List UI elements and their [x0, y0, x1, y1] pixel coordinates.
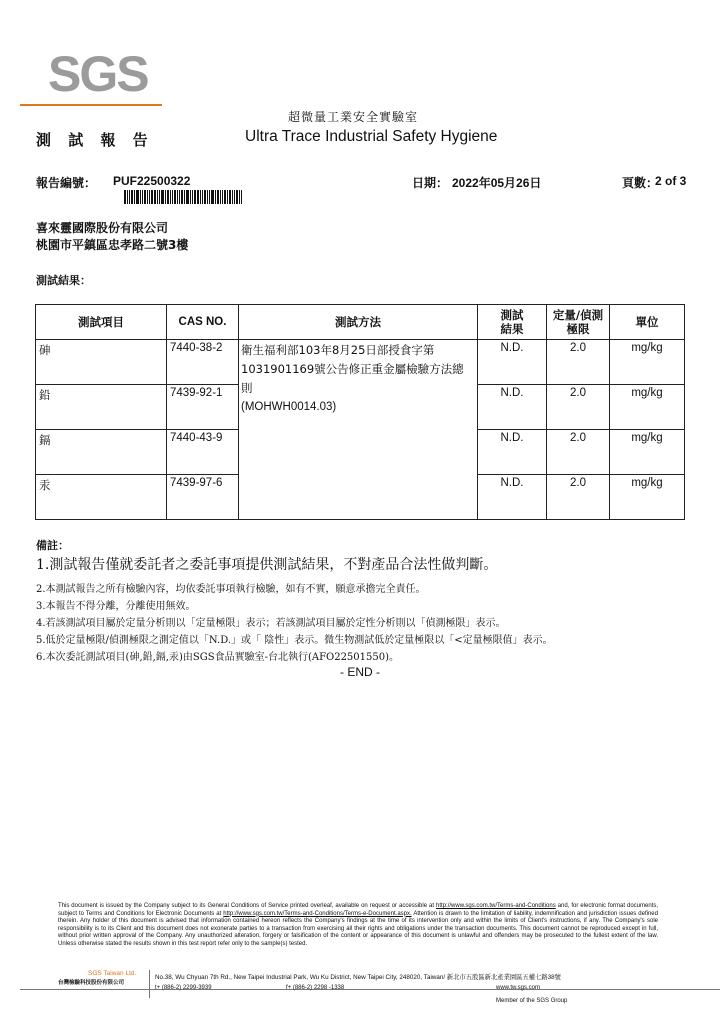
header-limit-line1: 定量/偵測 — [552, 308, 604, 322]
barcode-bar — [236, 190, 238, 204]
footer-address: No.38, Wu Chyuan 7th Rd., New Taipei Industrial Park, Wu Ku District, New Taipei City, 248020, Taiwan/ 新北市五股區新北產業園區五權七路38號 — [155, 974, 561, 981]
footer-fax: f+ (886-2) 2298 -1338 — [286, 985, 345, 991]
cell-result: N.D. — [478, 430, 547, 475]
barcode-bar — [167, 190, 169, 204]
barcode-bar — [224, 190, 226, 204]
header-limit — [547, 305, 610, 340]
lab-name-english: Ultra Trace Industrial Safety Hygiene — [245, 128, 498, 145]
cell-cas: 7439-97-6 — [167, 475, 239, 520]
cell-method — [239, 340, 478, 520]
barcode-bar — [209, 190, 210, 204]
note-item: 6.本次委託測試項目(砷,鉛,鎘,汞)由SGS食品實驗室-台北執行(AFO22501550)。 — [36, 652, 400, 663]
barcode-bar — [200, 190, 201, 204]
footer-brand: SGS Taiwan Ltd. — [88, 970, 137, 977]
header-cas-no: CAS NO. — [167, 305, 239, 340]
e-document-terms-link[interactable]: http://www.sgs.com.tw/Terms-and-Conditions/Terms-e-Document.aspx. — [223, 910, 412, 917]
barcode-bar — [239, 190, 240, 204]
cell-unit: mg/kg — [610, 385, 685, 430]
cell-cas: 7439-92-1 — [167, 385, 239, 430]
note-item: 4.若該測試項目屬於定量分析則以「定量極限」表示；若該測試項目屬於定性分析則以「偵測極限」表示。 — [36, 618, 506, 629]
footer-website: www.tw.sgs.com — [496, 985, 541, 991]
cell-result: N.D. — [478, 475, 547, 520]
page-number: 2 of 3 — [655, 174, 687, 188]
disclaimer-text: This document is issued by the Company subject to its General Conditions of Service printed overleaf, available on request or accessible at — [58, 903, 437, 909]
barcode-bar — [177, 190, 178, 204]
footer-telephone: t+ (886-2) 2299-3939 — [155, 985, 212, 991]
cell-limit: 2.0 — [547, 430, 610, 475]
disclaimer-text: Attention is drawn to the limitation of liability, indemnification and jurisdiction issues defined therein. Any holder of this document is advised that information contained hereon reflects the Company's findings at the time of its intervention only and within the limits of Client's instructions, if any. The Company's sole responsibility is to its Client and this document does not exonerate parties to a transaction from exercising all their rights and obligations under the transaction documents. This document cannot be reproduced except in full, without prior written approval of the Company. Any unauthorized alteration, forgery or falsification of the content or appearance of this document is unlawful and offenders may be prosecuted to the fullest extent of the law. Unless otherwise stated the results shown in this test report refer only to the sample(s) tested. — [58, 910, 658, 947]
cell-result: N.D. — [478, 340, 547, 385]
footer-member: Member of the SGS Group — [496, 998, 568, 1004]
header-result — [478, 305, 547, 340]
note-item: 3.本報告不得分離，分離使用無效。 — [36, 601, 196, 612]
notes-label: 備註： — [36, 539, 69, 552]
lab-name-chinese: 超微量工業安全實驗室 — [288, 110, 419, 124]
report-number: PUF22500322 — [113, 174, 191, 188]
client-name: 喜來靈國際股份有限公司 — [36, 221, 169, 235]
table-row — [36, 340, 685, 385]
barcode-bar — [144, 190, 146, 204]
header-result-line2: 結果 — [500, 322, 524, 336]
barcode-bar — [136, 190, 139, 204]
footer-divider — [149, 970, 150, 998]
method-line: 衛生福利部103年8月25日部授食字第 — [241, 343, 435, 357]
cell-limit: 2.0 — [547, 340, 610, 385]
barcode-bar — [194, 190, 196, 204]
barcode-bar — [127, 190, 128, 204]
cell-item: 鎘 — [36, 430, 167, 475]
barcode-bar — [227, 190, 228, 204]
barcode-bar — [159, 190, 160, 204]
barcode-bar — [134, 190, 135, 204]
barcode-bar — [229, 190, 231, 204]
cell-unit: mg/kg — [610, 475, 685, 520]
header-unit: 單位 — [610, 305, 685, 340]
disclaimer-text: and, for electronic format documents, subject to Terms and Conditions for Electronic Documents at — [58, 903, 658, 917]
barcode-bar — [170, 190, 171, 204]
barcode — [124, 190, 252, 204]
page-label: 頁數： — [622, 176, 659, 190]
logo-text: SGS — [48, 46, 148, 102]
barcode-bar — [174, 190, 176, 204]
report-number-label: 報告編號： — [36, 176, 97, 190]
date-label: 日期： — [412, 176, 449, 190]
barcode-bar — [149, 190, 150, 204]
report-title: 測 試 報 告 — [36, 131, 154, 149]
cell-cas: 7440-38-2 — [167, 340, 239, 385]
barcode-bar — [234, 190, 235, 204]
barcode-bar — [142, 190, 143, 204]
barcode-bar — [204, 190, 206, 204]
cell-result: N.D. — [478, 385, 547, 430]
sgs-logo — [20, 44, 162, 112]
note-item: 2.本測試報告之所有檢驗內容，均依委託事項執行檢驗，如有不實，願意承擔完全責任。 — [36, 584, 426, 595]
report-date: 2022年05月26日 — [452, 176, 542, 190]
footer-brand-chinese: 台灣檢驗科技股份有限公司 — [58, 980, 125, 986]
barcode-bar — [179, 190, 180, 204]
legal-disclaimer — [58, 903, 658, 949]
cell-item: 砷 — [36, 340, 167, 385]
logo-underline — [20, 104, 162, 106]
table-header-row — [36, 305, 685, 340]
barcode-bar — [131, 190, 133, 204]
barcode-bar — [124, 190, 126, 204]
barcode-bar — [154, 190, 156, 204]
method-line: 1031901169號公告修正重金屬檢驗方法總則 — [241, 362, 464, 395]
cell-limit: 2.0 — [547, 475, 610, 520]
barcode-bar — [172, 190, 173, 204]
barcode-bar — [186, 190, 189, 204]
results-table — [35, 304, 685, 520]
cell-item: 鉛 — [36, 385, 167, 430]
barcode-bar — [157, 190, 158, 204]
barcode-bar — [222, 190, 223, 204]
barcode-bar — [151, 190, 153, 204]
cell-unit: mg/kg — [610, 430, 685, 475]
note-item: 5.低於定量極限/偵測極限之測定值以「N.D.」或「 陰性」表示。微生物測試低於定量極限以「<定量極限值」表示。 — [36, 635, 553, 646]
barcode-bar — [165, 190, 166, 204]
cell-item: 汞 — [36, 475, 167, 520]
barcode-bar — [181, 190, 183, 204]
barcode-bar — [140, 190, 141, 204]
client-address: 桃園市平鎮區忠孝路二號3樓 — [36, 238, 189, 252]
barcode-bar — [147, 190, 148, 204]
header-result-line1: 測試 — [500, 308, 524, 322]
barcode-bar — [217, 190, 219, 204]
header-limit-line2: 極限 — [566, 322, 590, 336]
barcode-bar — [190, 190, 191, 204]
barcode-bar — [232, 190, 233, 204]
barcode-bar — [241, 190, 242, 204]
barcode-bar — [197, 190, 199, 204]
barcode-bar — [184, 190, 185, 204]
cell-cas: 7440-43-9 — [167, 430, 239, 475]
barcode-bar — [207, 190, 208, 204]
barcode-bar — [161, 190, 164, 204]
header-test-method: 測試方法 — [239, 305, 478, 340]
barcode-bar — [220, 190, 221, 204]
footer-rule — [20, 989, 720, 990]
barcode-bar — [192, 190, 193, 204]
barcode-bar — [129, 190, 130, 204]
barcode-bar — [202, 190, 203, 204]
end-marker: - END - — [340, 665, 380, 679]
results-label: 測試結果： — [36, 274, 91, 287]
cell-limit: 2.0 — [547, 385, 610, 430]
method-line: (MOHWH0014.03) — [241, 401, 337, 413]
note-item: 1.測試報告僅就委託者之委託事項提供測試結果，不對產品合法性做判斷。 — [36, 557, 498, 573]
header-test-item: 測試項目 — [36, 305, 167, 340]
barcode-bar — [215, 190, 216, 204]
cell-unit: mg/kg — [610, 340, 685, 385]
barcode-bar — [211, 190, 214, 204]
terms-link[interactable]: http://www.sgs.com.tw/Terms-and-Conditions — [436, 903, 556, 909]
